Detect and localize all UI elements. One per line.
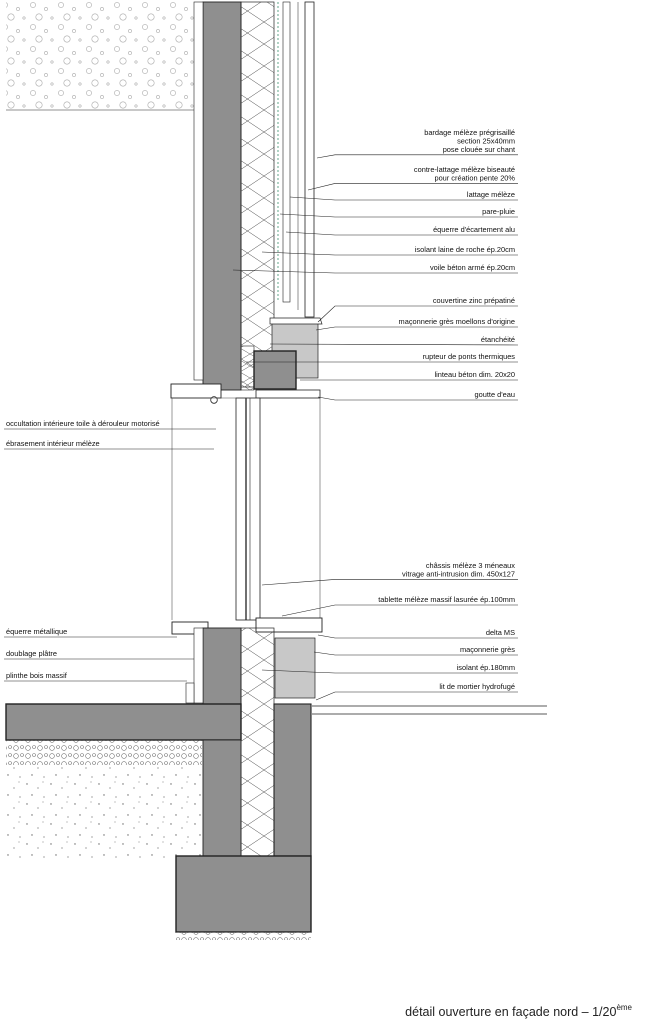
larch-battens bbox=[283, 2, 290, 302]
exterior-wall-below bbox=[274, 704, 311, 856]
right-label-9-line-0: étanchéité bbox=[480, 335, 515, 344]
right-label-16-line-0: maçonnerie grès bbox=[459, 645, 515, 654]
right-label-0-line-0: bardage mélèze prégrisaillé bbox=[424, 128, 515, 137]
floor-slab bbox=[6, 704, 241, 740]
right-label-11-line-0: linteau béton dim. 20x20 bbox=[434, 370, 515, 379]
larch-cladding bbox=[305, 2, 314, 317]
upper-insulation bbox=[241, 2, 274, 387]
right-label-5 bbox=[415, 245, 515, 254]
footing bbox=[176, 856, 311, 932]
right-annotation-group bbox=[233, 128, 518, 700]
left-label-0: occultation intérieure toile à dérouleur motorisé bbox=[6, 419, 160, 428]
right-label-8 bbox=[399, 317, 515, 326]
upper-concrete-wall bbox=[203, 2, 241, 390]
plaster-lining bbox=[194, 628, 203, 703]
left-label-1: ébrasement intérieur mélèze bbox=[6, 439, 100, 448]
drawing-title-main: détail ouverture en façade nord – 1/20 bbox=[405, 1005, 617, 1019]
right-leader-14 bbox=[282, 605, 518, 616]
upper-earth-hatch bbox=[6, 2, 194, 110]
right-label-2 bbox=[467, 190, 515, 199]
left-label-2: équerre métallique bbox=[6, 627, 68, 636]
right-label-0-line-2: pose clouée sur chant bbox=[442, 144, 515, 154]
right-label-13 bbox=[402, 561, 515, 578]
right-label-14 bbox=[378, 595, 515, 604]
right-label-10-line-0: rupteur de ponts thermiques bbox=[422, 352, 515, 361]
window-frame bbox=[236, 398, 260, 620]
right-leader-13 bbox=[262, 579, 518, 585]
footing-gravel bbox=[176, 932, 311, 940]
right-label-11 bbox=[434, 370, 515, 379]
right-label-8-line-0: maçonnerie grès moellons d'origine bbox=[398, 317, 515, 326]
right-label-4 bbox=[433, 225, 515, 234]
drawing-title-sup: ème bbox=[616, 1003, 632, 1012]
roller-axle bbox=[211, 397, 218, 404]
right-label-1-line-1: pour création pente 20% bbox=[434, 173, 515, 183]
right-label-14-line-0: tablette mélèze massif lasurée ép.100mm bbox=[378, 595, 515, 604]
right-label-3 bbox=[482, 207, 515, 216]
zinc-coping bbox=[270, 318, 322, 324]
right-label-7 bbox=[433, 296, 515, 305]
interior-ledge bbox=[194, 2, 203, 380]
right-label-7-line-0: couvertine zinc prépatiné bbox=[432, 296, 515, 305]
right-label-5-line-0: isolant laine de roche ép.20cm bbox=[414, 245, 515, 254]
right-label-6-line-0: voile béton armé ép.20cm bbox=[429, 263, 515, 272]
right-leader-18 bbox=[316, 692, 518, 700]
lower-concrete-wall bbox=[203, 628, 241, 706]
right-leader-8 bbox=[316, 327, 518, 330]
skirting-board bbox=[186, 683, 194, 703]
right-label-12 bbox=[475, 390, 515, 399]
concrete-lintel bbox=[254, 351, 296, 389]
right-label-15-line-0: delta MS bbox=[485, 628, 515, 637]
right-label-6 bbox=[430, 263, 515, 272]
basement-wall bbox=[203, 740, 241, 856]
left-label-3: doublage plâtre bbox=[6, 649, 57, 658]
right-label-17-line-0: isolant ép.180mm bbox=[456, 663, 515, 672]
right-label-18-line-0: lit de mortier hydrofugé bbox=[439, 682, 515, 691]
right-label-17 bbox=[457, 663, 515, 672]
right-leader-0 bbox=[317, 155, 518, 158]
drip-edge bbox=[256, 390, 320, 398]
drawing-title bbox=[405, 1003, 632, 1019]
right-label-3-line-0: pare-pluie bbox=[482, 207, 515, 216]
thermal-break bbox=[241, 346, 254, 390]
right-label-1 bbox=[414, 165, 515, 182]
left-label-4: plinthe bois massif bbox=[6, 671, 67, 680]
right-label-10 bbox=[423, 352, 516, 361]
right-label-9 bbox=[481, 335, 515, 344]
right-label-2-line-0: lattage mélèze bbox=[466, 190, 515, 199]
right-label-15 bbox=[486, 628, 515, 637]
right-label-18 bbox=[439, 682, 515, 691]
right-label-13-line-1: vitrage anti-intrusion dim. 450x127 bbox=[402, 569, 515, 579]
right-label-4-line-0: équerre d'écartement alu bbox=[433, 225, 515, 234]
right-label-13-line-0: châssis mélèze 3 méneaux bbox=[425, 561, 515, 570]
right-label-0-line-1: section 25x40mm bbox=[457, 136, 515, 146]
left-annotation-group bbox=[4, 419, 216, 681]
right-label-1-line-0: contre-lattage mélèze biseauté bbox=[413, 165, 515, 174]
roller-blind-box bbox=[171, 384, 221, 398]
stone-masonry-sill bbox=[275, 638, 315, 698]
right-leader-1 bbox=[308, 183, 518, 190]
ground-soil-hatch bbox=[6, 766, 202, 860]
right-label-12-line-0: goutte d'eau bbox=[474, 390, 515, 399]
lower-insulation bbox=[241, 628, 274, 856]
gravel-layer bbox=[6, 740, 202, 765]
right-label-0 bbox=[424, 128, 515, 154]
right-label-16 bbox=[460, 645, 515, 654]
